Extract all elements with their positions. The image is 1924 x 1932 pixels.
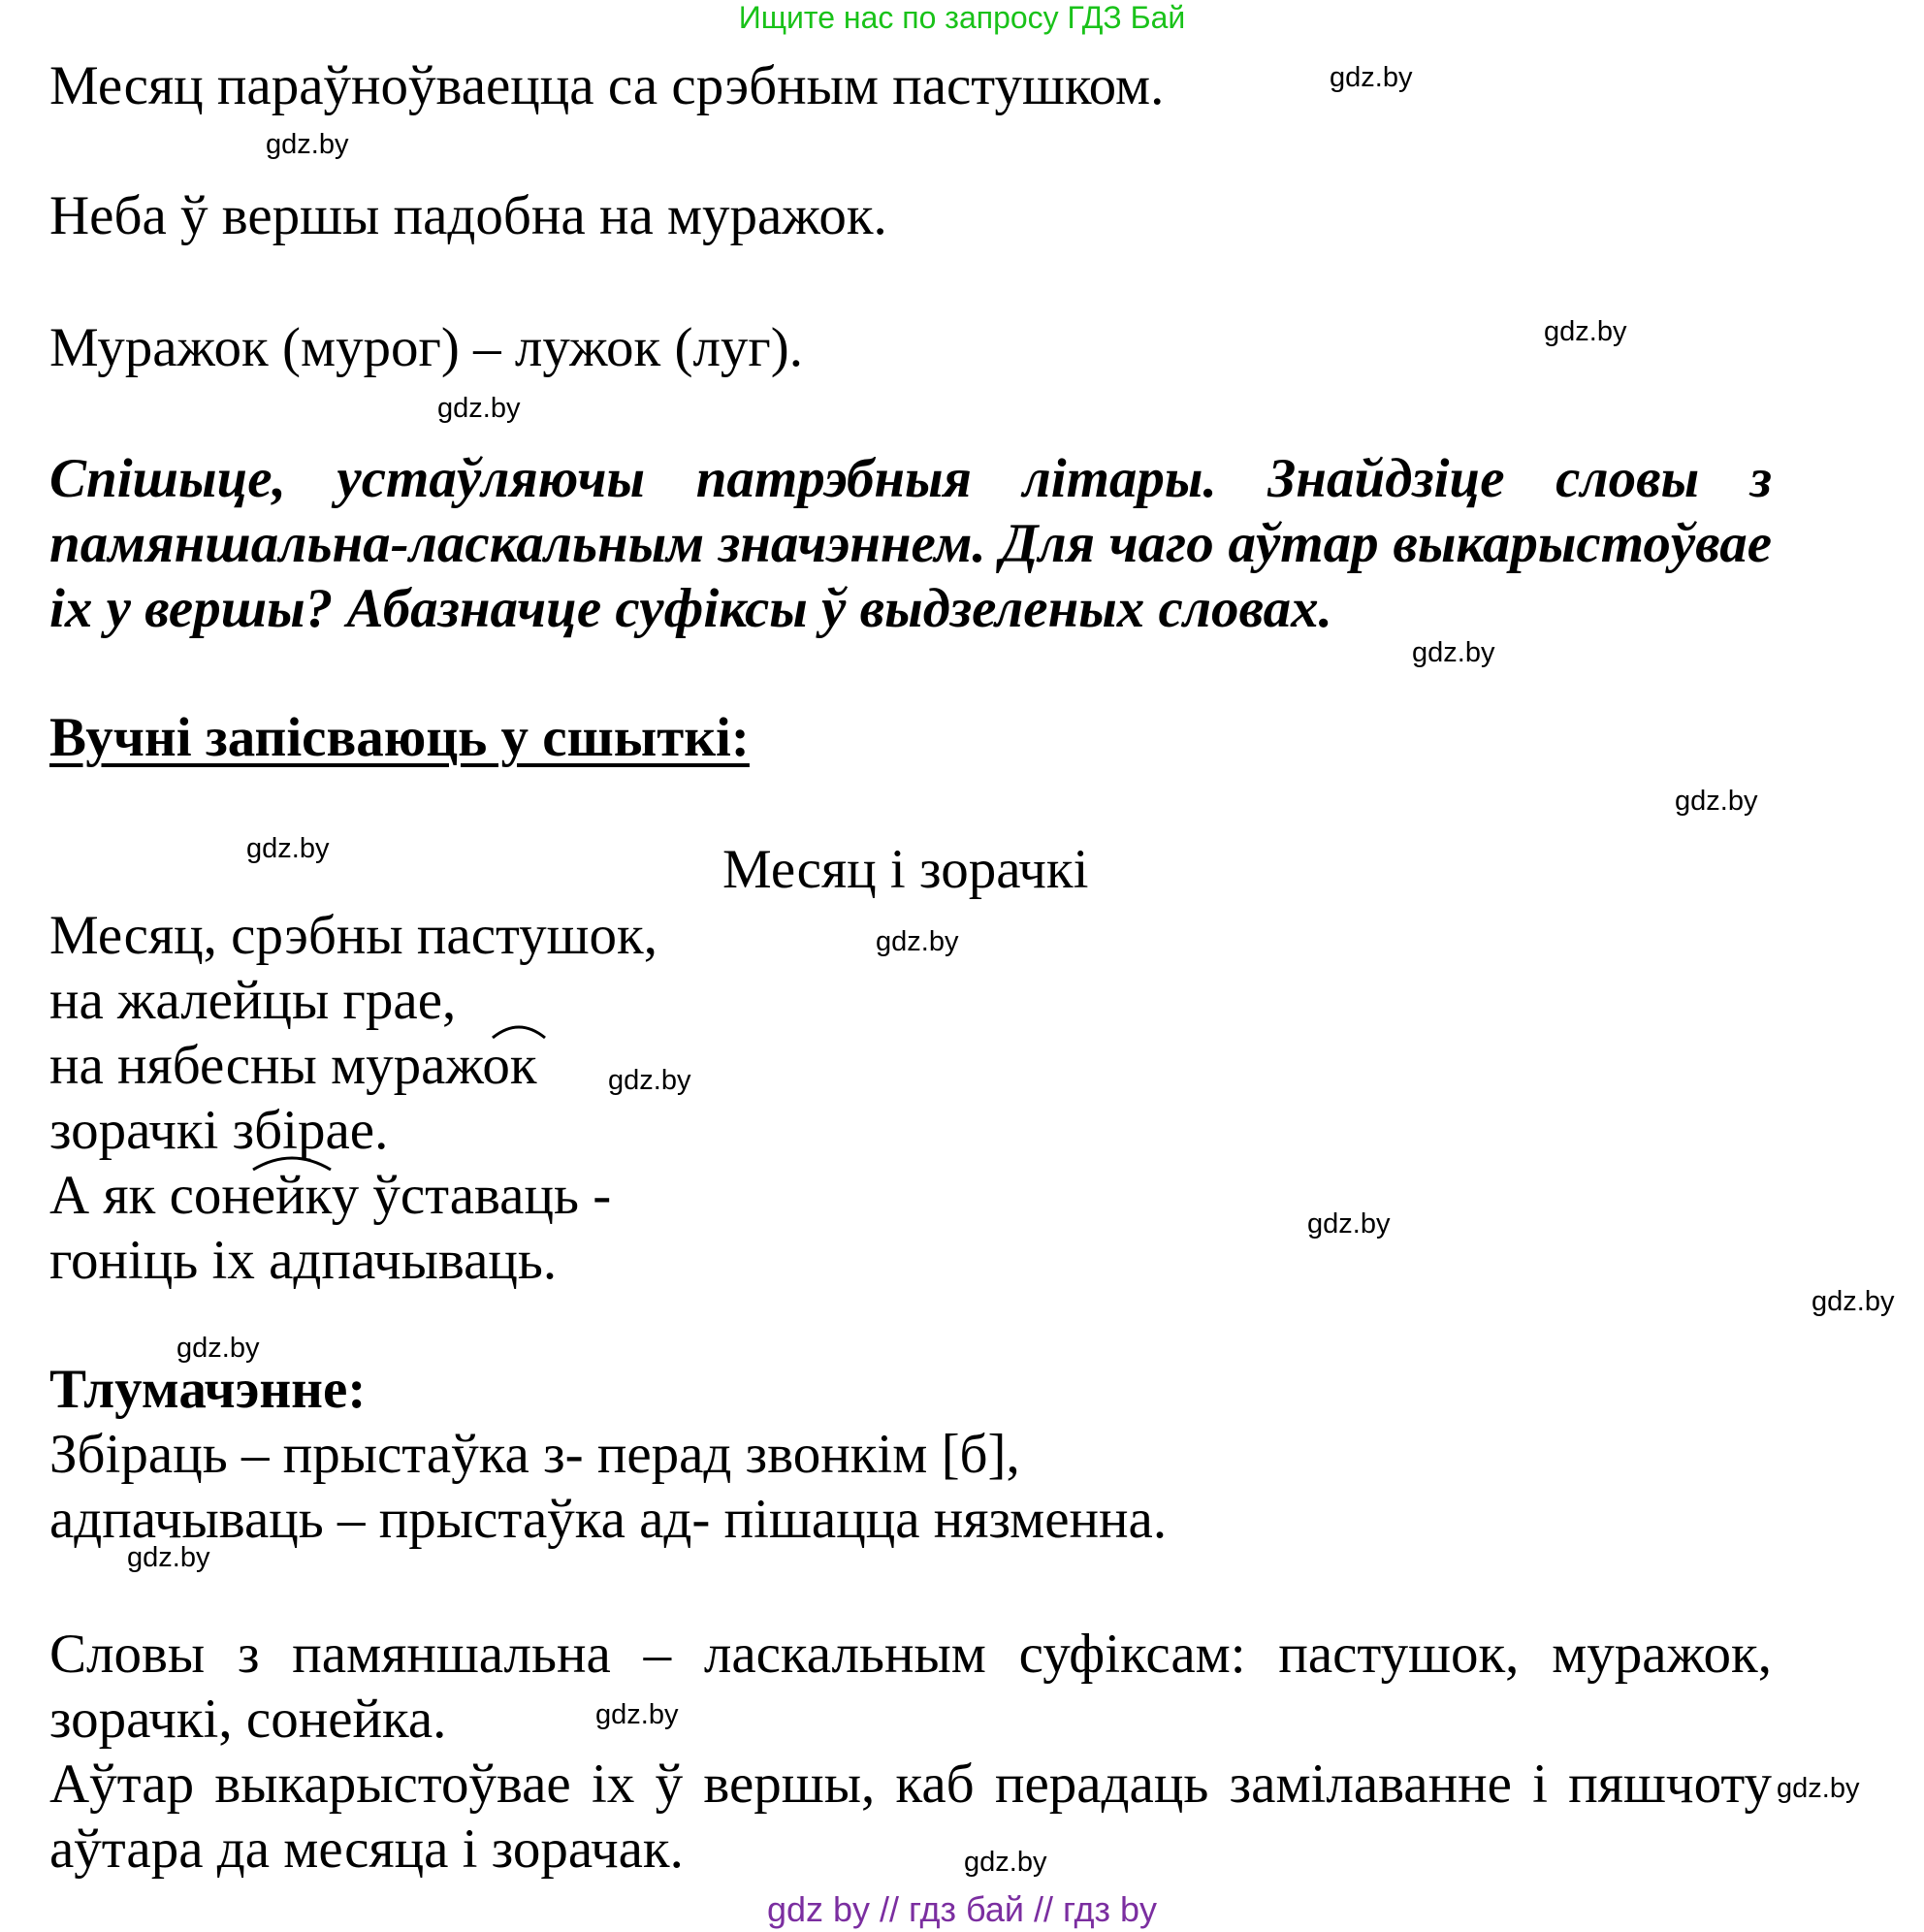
watermark: gdz.by: [1307, 1208, 1391, 1240]
poem-line: на нябесны муражок: [49, 1035, 537, 1096]
watermark: gdz.by: [1330, 62, 1413, 93]
watermark: gdz.by: [1544, 316, 1627, 347]
explanation-heading: Тлумачэнне:: [49, 1359, 367, 1420]
search-hint-link[interactable]: Ищите нас по запросу ГДЗ Бай: [738, 0, 1186, 35]
conclusion-suffix-words: Словы з памяншальна – ласкальным суфіксам: пастушок, муражок, зорачкі, сонейка.: [49, 1624, 1772, 1750]
line-word-meaning: Муражок (мурог) – лужок (луг).: [49, 317, 804, 378]
task-instructions: Спішыце, устаўляючы патрэбныя літары. Знайдзіце словы з памяншальна-ласкальным значэннем. Для чаго аўтар выкарыстоўвае іх у вершы? Абазначце суфіксы ў выдзеленых словах.: [49, 448, 1772, 639]
watermark: gdz.by: [1412, 637, 1495, 668]
conclusion-author-purpose: Аўтар выкарыстоўвае іх ў вершы, каб перадаць замілаванне і пяшчоту аўтара да месяца і зорачак.: [49, 1754, 1772, 1880]
footer-links[interactable]: gdz by // гдз бай // гдз by: [766, 1889, 1158, 1929]
poem-line: Месяц, срэбны пастушок,: [49, 905, 657, 966]
watermark: gdz.by: [246, 833, 330, 864]
poem-line: зорачкі збірае.: [49, 1100, 389, 1161]
notebook-heading: Вучні запісваюць у сшыткі:: [49, 707, 750, 768]
line-moon-comparison: Месяц параўноўваецца са срэбным пастушком.: [49, 55, 1165, 116]
watermark: gdz.by: [176, 1333, 260, 1364]
watermark: gdz.by: [876, 926, 959, 957]
poem-line: А як сонейку ўставаць -: [49, 1165, 612, 1226]
watermark: gdz.by: [127, 1542, 210, 1573]
explanation-line: Збіраць – прыстаўка з- перад звонкім [б],: [49, 1424, 1020, 1485]
watermark: gdz.by: [595, 1699, 679, 1730]
watermark: gdz.by: [437, 393, 521, 424]
watermark: gdz.by: [1675, 786, 1758, 817]
suffix-arc-mark: [490, 1018, 548, 1042]
watermark: gdz.by: [608, 1065, 691, 1096]
watermark: gdz.by: [1777, 1773, 1860, 1804]
line-sky-comparison: Неба ў вершы падобна на муражок.: [49, 185, 887, 246]
root-arc-mark: [250, 1150, 334, 1174]
watermark: gdz.by: [1812, 1286, 1895, 1317]
poem-title: Месяц і зорачкі: [722, 839, 1089, 900]
poem-line: на жалейцы грае,: [49, 970, 457, 1031]
watermark: gdz.by: [964, 1847, 1047, 1878]
poem-line: гоніць іх адпачываць.: [49, 1230, 558, 1291]
explanation-line: адпачываць – прыстаўка ад- пішацца нязменна.: [49, 1489, 1168, 1550]
watermark: gdz.by: [266, 129, 349, 160]
